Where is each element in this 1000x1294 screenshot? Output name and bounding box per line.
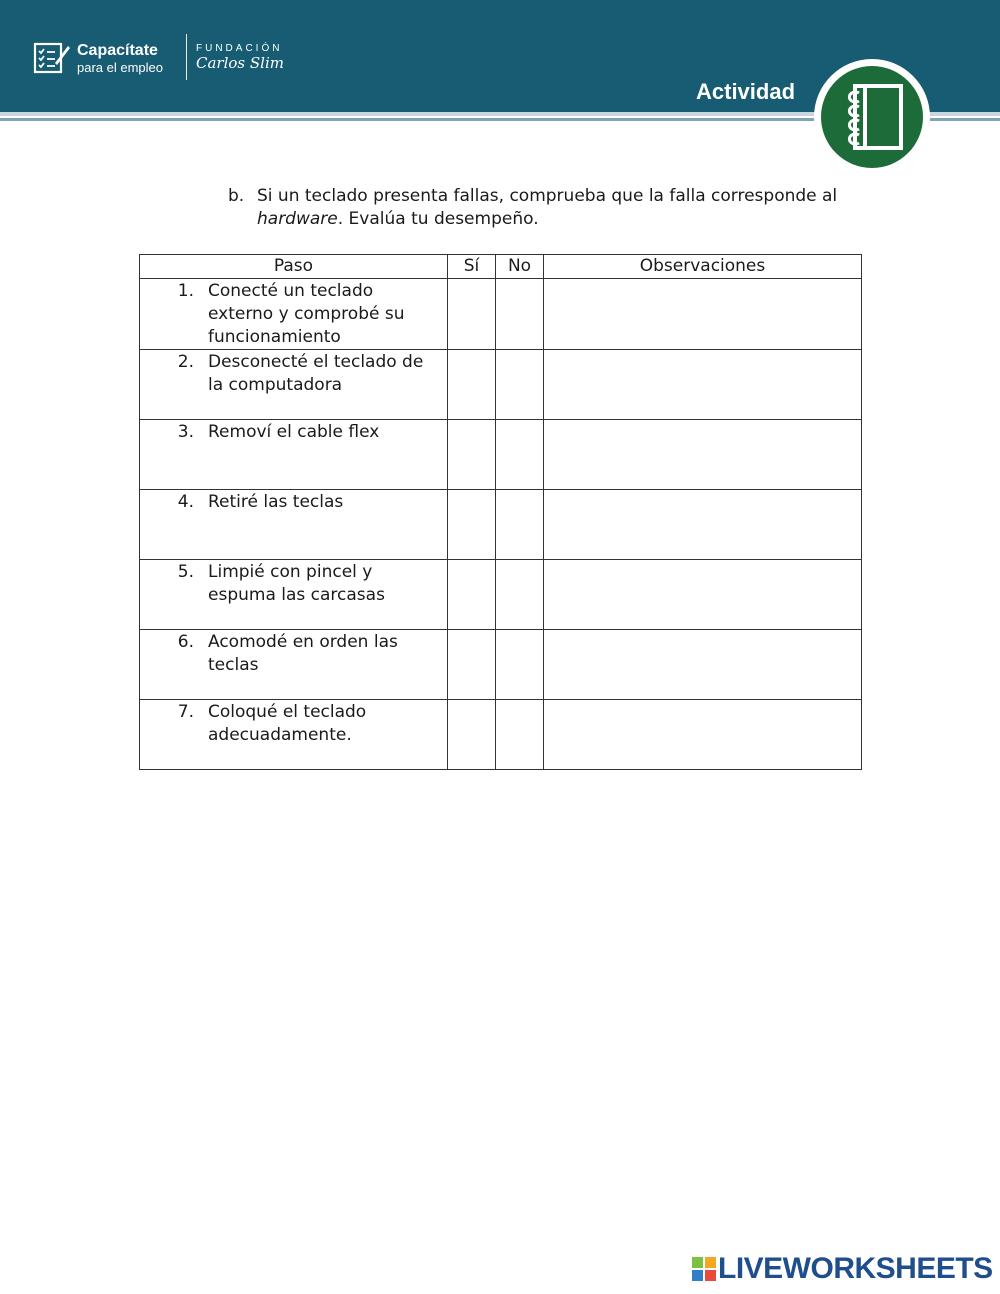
step-number: 5.: [177, 562, 194, 582]
step-cell: [140, 560, 448, 630]
foundation-label: FUNDACIÓN: [196, 43, 283, 54]
table-row: [140, 279, 862, 350]
step-number: 6.: [177, 632, 194, 652]
yes-cell[interactable]: [448, 279, 496, 350]
notebook-icon: [821, 66, 923, 168]
yes-cell[interactable]: [448, 350, 496, 420]
step-text: Acomodé en orden las teclas: [208, 632, 398, 675]
capacitate-logo: [33, 38, 163, 78]
no-cell[interactable]: [496, 350, 544, 420]
evaluation-table: [139, 254, 862, 770]
yes-cell[interactable]: [448, 630, 496, 700]
instruction-body: Si un teclado presenta fallas, comprueba que la falla corresponde al: [257, 186, 838, 206]
yes-cell[interactable]: [448, 490, 496, 560]
header-yes: Sí: [448, 255, 496, 279]
step-number: 1.: [177, 281, 194, 301]
instruction-emphasis: hardware: [257, 209, 338, 229]
logo-divider: [186, 34, 187, 80]
step-number: 2.: [177, 352, 194, 372]
header-no: No: [496, 255, 544, 279]
no-cell[interactable]: [496, 700, 544, 770]
notes-cell[interactable]: [544, 350, 862, 420]
step-cell: [140, 279, 448, 350]
foundation-name: Carlos Slim: [196, 54, 284, 72]
step-text: Coloqué el teclado adecuadamente.: [208, 702, 367, 745]
step-text: Removí el cable flex: [208, 422, 380, 442]
step-number: 4.: [177, 492, 194, 512]
instruction-tail: . Evalúa tu desempeño.: [337, 209, 539, 229]
foundation-logo: [196, 44, 284, 71]
table-row: [140, 630, 862, 700]
watermark-text: LIVEWORKSHEETS: [718, 1252, 993, 1285]
notes-cell[interactable]: [544, 490, 862, 560]
table-header-row: [140, 255, 862, 279]
table-row: [140, 490, 862, 560]
header-step: Paso: [140, 255, 448, 279]
table-row: [140, 700, 862, 770]
yes-cell[interactable]: [448, 560, 496, 630]
step-cell: [140, 420, 448, 490]
table-row: [140, 420, 862, 490]
no-cell[interactable]: [496, 560, 544, 630]
notes-cell[interactable]: [544, 700, 862, 770]
checklist-icon: [33, 41, 71, 75]
step-text: Limpié con pincel y espuma las carcasas: [208, 562, 385, 605]
no-cell[interactable]: [496, 279, 544, 350]
no-cell[interactable]: [496, 630, 544, 700]
step-cell: [140, 630, 448, 700]
table-row: [140, 560, 862, 630]
notes-cell[interactable]: [544, 420, 862, 490]
notes-cell[interactable]: [544, 560, 862, 630]
step-number: 3.: [177, 422, 194, 442]
step-number: 7.: [177, 702, 194, 722]
header-notes: Observaciones: [544, 255, 862, 279]
list-marker: b.: [228, 186, 245, 206]
logo-title: Capacítate: [77, 41, 158, 59]
logo-subtitle: para el empleo: [77, 59, 163, 75]
section-label: Actividad: [696, 79, 796, 104]
yes-cell[interactable]: [448, 420, 496, 490]
notes-cell[interactable]: [544, 279, 862, 350]
no-cell[interactable]: [496, 490, 544, 560]
yes-cell[interactable]: [448, 700, 496, 770]
step-cell: [140, 490, 448, 560]
step-cell: [140, 700, 448, 770]
step-cell: [140, 350, 448, 420]
step-text: Conecté un teclado externo y comprobé su funcionamiento: [208, 281, 405, 347]
no-cell[interactable]: [496, 420, 544, 490]
step-text: Desconecté el teclado de la computadora: [208, 352, 424, 395]
step-text: Retiré las teclas: [208, 492, 344, 512]
instruction-text: [228, 185, 868, 231]
liveworksheets-logo-icon: [692, 1257, 716, 1281]
table-row: [140, 350, 862, 420]
liveworksheets-watermark: [692, 1254, 993, 1284]
notes-cell[interactable]: [544, 630, 862, 700]
